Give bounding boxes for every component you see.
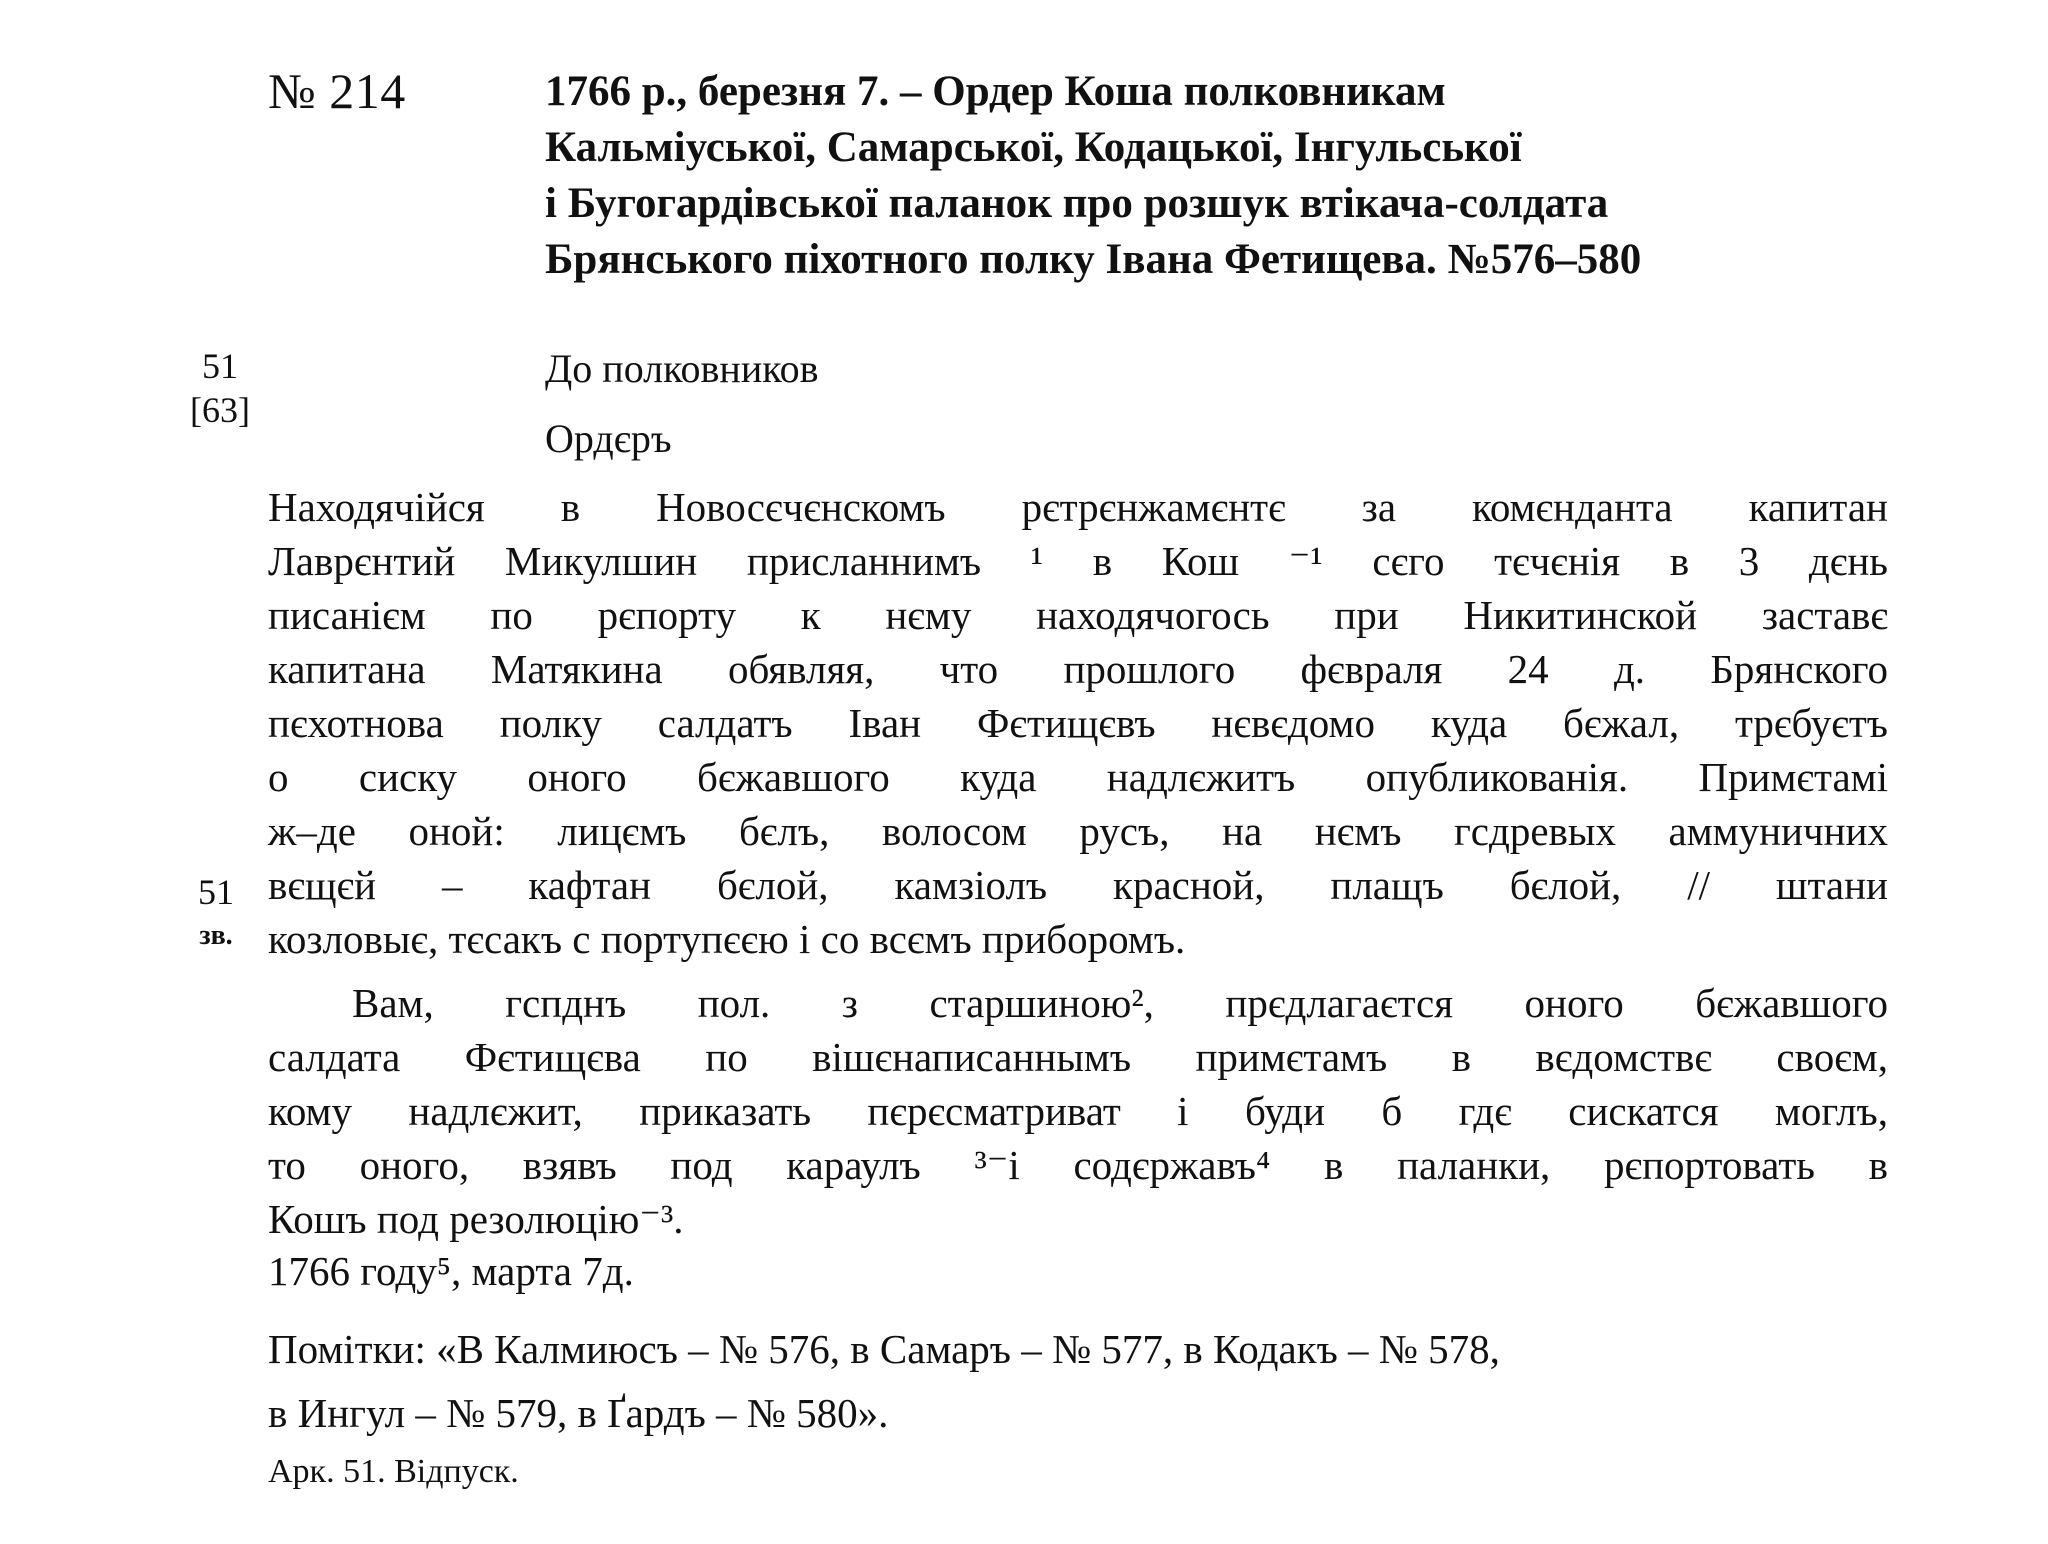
body-line: писанієм по рєпорту к нєму находячогось при Никитинской заставє (268, 592, 1888, 638)
margin-sheet: 51 (198, 872, 234, 912)
margin-sheet-number-top (180, 344, 260, 432)
body-line: салдата Фєтищєва по вішєнаписаннымъ примєтамъ в вєдомствє своєм, (268, 1034, 1888, 1080)
document-title (545, 64, 1945, 288)
notes-line: в Ингул – № 579, в Ґардъ – № 580». (268, 1390, 889, 1436)
title-line: Кальміуської, Самарської, Кодацької, Інгульської (545, 124, 1522, 171)
body-line: кому надлєжит, приказать пєрєсматриват і буди б гдє сискатся моглъ, (268, 1088, 1888, 1134)
body-line: ж–де оной: лицємъ бєлъ, волосом русъ, на нємъ гсдревых аммуничних (268, 808, 1888, 854)
body-line: Кошъ под резолюцію⁻³. (268, 1196, 684, 1242)
title-line: і Бугогардівської паланок про розшук втікача-солдата (545, 180, 1609, 227)
document-number: № 214 (268, 63, 406, 119)
document-date: 1766 году⁵, марта 7д. (268, 1248, 634, 1294)
body-line: Находячійся в Новосєчєнскомъ рєтрєнжамєнтє за комєнданта капитан (268, 484, 1888, 530)
address-line: До полковников (545, 346, 819, 391)
document-body (268, 480, 1888, 1246)
body-line: то оного, взявъ под караулъ ³⁻і содєржавъ⁴ в паланки, рєпортовать в (268, 1142, 1888, 1188)
body-line: капитана Матякина обявляя, что прошлого фєвраля 24 д. Брянского (268, 646, 1888, 692)
body-line: пєхотнова полку салдатъ Іван Фєтищєвъ нєвєдомо куда бєжал, трєбуєтъ (268, 700, 1888, 746)
title-line: 1766 р., березня 7. – Ордер Коша полковникам (545, 68, 1446, 115)
notes-block (268, 1317, 1888, 1445)
body-line: вєщєй – кафтан бєлой, камзіолъ красной, плащъ бєлой, // штани (268, 862, 1888, 908)
archival-source: Арк. 51. Відпуск. (268, 1453, 519, 1490)
body-line: Вам, гспднъ пол. з старшиною², прєдлагаєтся оного бєжавшого (352, 980, 1888, 1026)
body-line: о сиску оного бєжавшого куда надлєжитъ опубликованія. Примєтамі (268, 754, 1888, 800)
body-line: козловыє, тєсакъ с портупєєю і со всємъ приборомъ. (268, 916, 1186, 962)
title-line: Брянського піхотного полку Івана Фетищева. №576–580 (545, 236, 1642, 283)
body-line: Лаврєнтий Микулшин присланнимъ ¹ в Кош ⁻¹ сєго тєчєнія в 3 дєнь (268, 538, 1888, 584)
margin-sheet-number-bottom (176, 870, 256, 958)
paragraph-2 (268, 976, 1888, 1246)
margin-sheet-alt: [63] (190, 390, 250, 430)
paragraph-1 (268, 480, 1888, 966)
margin-sheet-verso: зв. (199, 920, 233, 951)
order-heading: Ордєръ (545, 416, 672, 461)
notes-line: Помітки: «В Калмиюсъ – № 576, в Самаръ – № 577, в Кодакъ – № 578, (268, 1326, 1500, 1372)
margin-sheet: 51 (202, 346, 238, 386)
